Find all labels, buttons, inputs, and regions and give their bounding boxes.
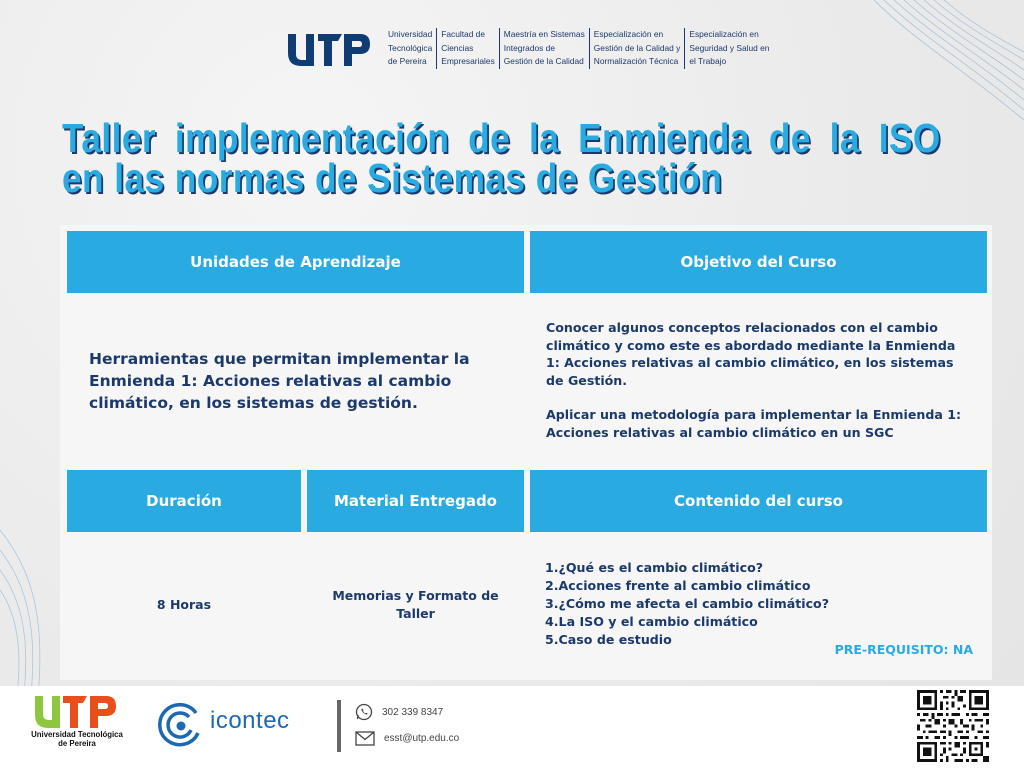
header-faculty: Facultad de Ciencias Empresariales xyxy=(436,28,499,69)
header-content: Contenido del curso xyxy=(530,470,987,532)
mail-icon xyxy=(355,731,375,746)
title-line-2: en las normas de Sistemas de Gestión xyxy=(62,155,723,201)
page-title xyxy=(62,115,942,201)
contact-email[interactable] xyxy=(355,731,459,746)
utp-logo xyxy=(286,28,372,72)
material-cell xyxy=(307,539,524,671)
phone-number: 302 339 8347 xyxy=(382,706,444,718)
units-text: Herramientas que permitan implementar la Enmienda 1: Acciones relativas al cambio climático, en los sistemas de gestión. xyxy=(89,350,470,412)
prerequisite-label: PRE-REQUISITO: NA xyxy=(834,642,973,657)
objective-paragraph-2: Aplicar una metodología para implementar la Enmienda 1: Acciones relativas al cambio climático en un SGC xyxy=(546,407,962,440)
course-table xyxy=(60,225,992,680)
contact-phone[interactable] xyxy=(355,703,443,721)
header-objective: Objetivo del Curso xyxy=(530,231,987,293)
content-list xyxy=(530,539,987,649)
icontec-label: icontec xyxy=(210,707,290,734)
objective-cell xyxy=(530,299,987,463)
utp-footer-label: Universidad Tecnológica de Pereira xyxy=(31,730,123,748)
header-material: Material Entregado xyxy=(307,470,524,532)
whatsapp-icon xyxy=(355,703,373,721)
icontec-logo xyxy=(158,703,204,749)
header-masters: Maestría en Sistemas Integrados de Gestión de la Calidad xyxy=(499,28,589,69)
duration-cell xyxy=(67,539,301,671)
content-item: 5.Caso de estudio xyxy=(545,632,672,647)
qr-code[interactable] xyxy=(917,690,989,762)
utp-footer-logo xyxy=(33,694,121,734)
header-specialization-safety: Especialización en Seguridad y Salud en el Trabajo xyxy=(684,28,773,69)
header-bar xyxy=(286,28,773,72)
title-line-1: Taller implementación de la Enmienda de la ISO xyxy=(62,115,941,161)
material-value: Memorias y Formato de Taller xyxy=(332,588,499,621)
footer-divider xyxy=(337,700,341,752)
header-units: Unidades de Aprendizaje xyxy=(67,231,524,293)
duration-value: 8 Horas xyxy=(156,597,212,612)
content-item: 3.¿Cómo me afecta el cambio climático? xyxy=(545,596,830,611)
content-cell xyxy=(530,539,987,671)
header-specialization-quality: Especialización en Gestión de la Calidad y Normalización Técnica xyxy=(589,28,685,69)
email-address: esst@utp.edu.co xyxy=(384,733,460,744)
header-university: Universidad Tecnológica de Pereira xyxy=(388,29,433,66)
header-duration: Duración xyxy=(67,470,301,532)
content-item: 1.¿Qué es el cambio climático? xyxy=(545,560,764,575)
objective-paragraph-1: Conocer algunos conceptos relacionados con el cambio climático y como este es abordado mediante la Enmienda 1: Acciones relativas al cambio climático, en los sistemas de Gestión. xyxy=(546,320,956,388)
units-cell xyxy=(67,299,524,463)
content-item: 2.Acciones frente al cambio climático xyxy=(545,578,811,593)
footer xyxy=(0,686,1024,768)
content-item: 4.La ISO y el cambio climático xyxy=(545,614,758,629)
